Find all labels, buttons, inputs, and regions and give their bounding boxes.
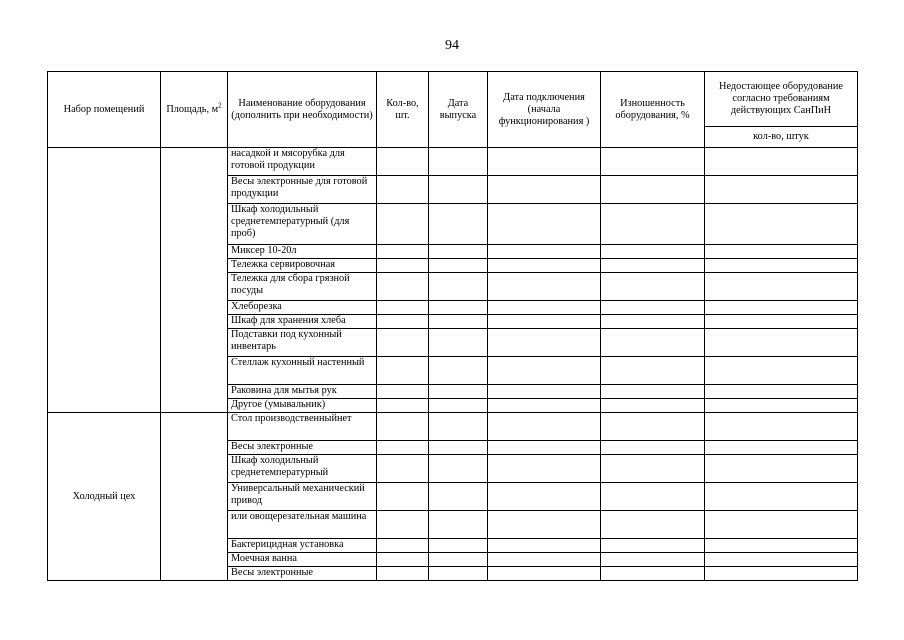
equipment-name-cell: Миксер 10-20л — [228, 245, 377, 259]
table-body — [48, 148, 858, 581]
connection-date-cell — [488, 148, 601, 176]
equipment-name-cell: Подставки под кухонный инвентарь — [228, 329, 377, 357]
quantity-cell — [377, 539, 429, 553]
connection-date-cell — [488, 273, 601, 301]
connection-date-cell — [488, 245, 601, 259]
quantity-cell — [377, 567, 429, 581]
equipment-name-cell: Шкаф холодильный среднетемпературный (для проб) — [228, 204, 377, 245]
connection-date-cell — [488, 176, 601, 204]
equipment-name-cell: Другое (умывальник) — [228, 399, 377, 413]
equipment-name-cell: Моечная ванна — [228, 553, 377, 567]
release-date-cell — [429, 259, 488, 273]
header-area-sup: 2 — [218, 101, 222, 110]
missing-cell — [705, 245, 858, 259]
area-cell — [161, 413, 228, 581]
quantity-cell — [377, 148, 429, 176]
wear-cell — [601, 315, 705, 329]
missing-cell — [705, 413, 858, 441]
header-wear: Изношенность оборудования, % — [601, 72, 705, 148]
equipment-name-cell: Шкаф для хранения хлеба — [228, 315, 377, 329]
quantity-cell — [377, 176, 429, 204]
release-date-cell — [429, 441, 488, 455]
wear-cell — [601, 441, 705, 455]
equipment-name-cell: Тележка сервировочная — [228, 259, 377, 273]
quantity-cell — [377, 204, 429, 245]
quantity-cell — [377, 511, 429, 539]
wear-cell — [601, 273, 705, 301]
wear-cell — [601, 329, 705, 357]
wear-cell — [601, 357, 705, 385]
release-date-cell — [429, 539, 488, 553]
missing-cell — [705, 329, 858, 357]
wear-cell — [601, 455, 705, 483]
connection-date-cell — [488, 357, 601, 385]
quantity-cell — [377, 483, 429, 511]
connection-date-cell — [488, 455, 601, 483]
quantity-cell — [377, 357, 429, 385]
release-date-cell — [429, 204, 488, 245]
quantity-cell — [377, 245, 429, 259]
header-quantity: Кол-во, шт. — [377, 72, 429, 148]
quantity-cell — [377, 259, 429, 273]
missing-cell — [705, 511, 858, 539]
release-date-cell — [429, 399, 488, 413]
quantity-cell — [377, 399, 429, 413]
connection-date-cell — [488, 301, 601, 315]
header-connection-date: Дата подключения (начала функционирования ) — [488, 72, 601, 148]
quantity-cell — [377, 301, 429, 315]
wear-cell — [601, 176, 705, 204]
header-release-date: Дата выпуска — [429, 72, 488, 148]
room-cell — [48, 148, 161, 413]
equipment-name-cell: Весы электронные — [228, 441, 377, 455]
wear-cell — [601, 204, 705, 245]
missing-cell — [705, 301, 858, 315]
connection-date-cell — [488, 315, 601, 329]
missing-cell — [705, 357, 858, 385]
wear-cell — [601, 259, 705, 273]
missing-cell — [705, 148, 858, 176]
quantity-cell — [377, 385, 429, 399]
connection-date-cell — [488, 259, 601, 273]
missing-cell — [705, 273, 858, 301]
header-area-text: Площадь, м — [166, 103, 219, 115]
missing-cell — [705, 385, 858, 399]
missing-cell — [705, 455, 858, 483]
equipment-name-cell: Весы электронные — [228, 567, 377, 581]
missing-cell — [705, 567, 858, 581]
connection-date-cell — [488, 329, 601, 357]
connection-date-cell — [488, 553, 601, 567]
release-date-cell — [429, 455, 488, 483]
wear-cell — [601, 567, 705, 581]
equipment-table — [47, 71, 858, 581]
quantity-cell — [377, 455, 429, 483]
area-cell — [161, 148, 228, 413]
connection-date-cell — [488, 441, 601, 455]
missing-cell — [705, 259, 858, 273]
missing-cell — [705, 441, 858, 455]
release-date-cell — [429, 553, 488, 567]
header-equipment: Наименование оборудования (дополнить при необходимости) — [228, 72, 377, 148]
header-missing: Недостающее оборудование согласно требованиям действующих СанПиН — [705, 72, 858, 127]
missing-cell — [705, 399, 858, 413]
release-date-cell — [429, 357, 488, 385]
wear-cell — [601, 148, 705, 176]
missing-cell — [705, 553, 858, 567]
release-date-cell — [429, 511, 488, 539]
wear-cell — [601, 483, 705, 511]
equipment-name-cell: Хлеборезка — [228, 301, 377, 315]
equipment-name-cell: Шкаф холодильный среднетемпературный — [228, 455, 377, 483]
connection-date-cell — [488, 204, 601, 245]
equipment-name-cell: Весы электронные для готовой продукции — [228, 176, 377, 204]
missing-cell — [705, 315, 858, 329]
equipment-name-cell: Тележка для сбора грязной посуды — [228, 273, 377, 301]
wear-cell — [601, 553, 705, 567]
wear-cell — [601, 511, 705, 539]
missing-cell — [705, 176, 858, 204]
table-row — [48, 413, 858, 441]
equipment-name-cell: Раковина для мытья рук — [228, 385, 377, 399]
release-date-cell — [429, 176, 488, 204]
connection-date-cell — [488, 413, 601, 441]
release-date-cell — [429, 245, 488, 259]
quantity-cell — [377, 329, 429, 357]
release-date-cell — [429, 413, 488, 441]
wear-cell — [601, 539, 705, 553]
missing-cell — [705, 539, 858, 553]
quantity-cell — [377, 441, 429, 455]
missing-cell — [705, 204, 858, 245]
equipment-name-cell: Стол производственныйнет — [228, 413, 377, 441]
equipment-name-cell: Универсальный механический привод — [228, 483, 377, 511]
connection-date-cell — [488, 539, 601, 553]
connection-date-cell — [488, 385, 601, 399]
header-area — [161, 72, 228, 148]
wear-cell — [601, 245, 705, 259]
wear-cell — [601, 413, 705, 441]
release-date-cell — [429, 567, 488, 581]
room-cell: Холодный цех — [48, 413, 161, 581]
quantity-cell — [377, 553, 429, 567]
release-date-cell — [429, 315, 488, 329]
quantity-cell — [377, 273, 429, 301]
connection-date-cell — [488, 399, 601, 413]
equipment-name-cell: Бактерицидная установка — [228, 539, 377, 553]
equipment-name-cell: или овощерезательная машина — [228, 511, 377, 539]
wear-cell — [601, 385, 705, 399]
equipment-name-cell: насадкой и мясорубка для готовой продукции — [228, 148, 377, 176]
release-date-cell — [429, 329, 488, 357]
wear-cell — [601, 301, 705, 315]
connection-date-cell — [488, 511, 601, 539]
page-number: 94 — [445, 38, 459, 53]
release-date-cell — [429, 148, 488, 176]
release-date-cell — [429, 273, 488, 301]
missing-cell — [705, 483, 858, 511]
connection-date-cell — [488, 567, 601, 581]
connection-date-cell — [488, 483, 601, 511]
header-rooms: Набор помещений — [48, 72, 161, 148]
table-row — [48, 148, 858, 176]
header-missing-sub: кол-во, штук — [705, 127, 858, 148]
release-date-cell — [429, 385, 488, 399]
release-date-cell — [429, 301, 488, 315]
quantity-cell — [377, 315, 429, 329]
release-date-cell — [429, 483, 488, 511]
quantity-cell — [377, 413, 429, 441]
wear-cell — [601, 399, 705, 413]
equipment-name-cell: Стеллаж кухонный настенный — [228, 357, 377, 385]
